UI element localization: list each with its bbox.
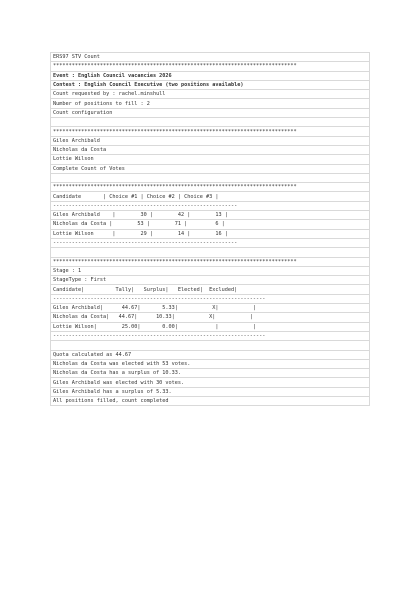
report-line <box>51 248 370 257</box>
report-line-text: Nicholas da Costa was elected with 53 votes. <box>51 359 370 368</box>
report-line-text: Nicholas da Costa| 44.67| 10.33| X| | <box>51 313 370 322</box>
report-line-text: ****************************************************************************** <box>51 127 370 136</box>
report-lines <box>51 53 370 406</box>
report-line-text: ----------------------------------------------------------- <box>51 238 370 247</box>
report-line-text: Giles Archibald was elected with 30 votes. <box>51 378 370 387</box>
report-line-text: Quota calculated as 44.67 <box>51 350 370 359</box>
report-line <box>51 350 370 359</box>
report-line-text <box>51 248 370 257</box>
report-line <box>51 387 370 396</box>
report-line <box>51 53 370 62</box>
report-line <box>51 285 370 294</box>
report-line-text: Candidate| Tally| Surplus| Elected| Excluded| <box>51 285 370 294</box>
report-line <box>51 118 370 127</box>
report-line <box>51 155 370 164</box>
report-line <box>51 127 370 136</box>
report-line <box>51 62 370 71</box>
report-line <box>51 201 370 210</box>
report-line-text <box>51 118 370 127</box>
report-line <box>51 80 370 89</box>
report-line <box>51 266 370 275</box>
report-line-text: Lottie Wilson <box>51 155 370 164</box>
report-line <box>51 211 370 220</box>
report-line <box>51 294 370 303</box>
report-line-text: ****************************************************************************** <box>51 183 370 192</box>
report-line-text: Nicholas da Costa has a surplus of 10.33. <box>51 369 370 378</box>
report-line <box>51 136 370 145</box>
report-line-text: Contest : English Council Executive (two positions available) <box>51 80 370 89</box>
report-line <box>51 71 370 80</box>
report-line <box>51 99 370 108</box>
report-line <box>51 331 370 340</box>
report-line-text: Giles Archibald has a surplus of 5.33. <box>51 387 370 396</box>
report-line-text: Nicholas da Costa <box>51 145 370 154</box>
report-line-text: ----------------------------------------------------------- <box>51 201 370 210</box>
report-line-text: StageType : First <box>51 276 370 285</box>
report-line-text: Lottie Wilson | 29 | 14 | 16 | <box>51 229 370 238</box>
report-line-text <box>51 173 370 182</box>
report-line <box>51 313 370 322</box>
report-line-text: ****************************************************************************** <box>51 62 370 71</box>
report-line <box>51 369 370 378</box>
report-line-text: Event : English Council vacancies 2026 <box>51 71 370 80</box>
report-line <box>51 220 370 229</box>
report-line <box>51 229 370 238</box>
report-line-text: All positions filled, count completed <box>51 396 370 405</box>
report-line <box>51 341 370 350</box>
report-line <box>51 173 370 182</box>
report-line-text: Number of positions to fill : 2 <box>51 99 370 108</box>
report-line-text: ERS97 STV Count <box>51 53 370 62</box>
report-line-text: ****************************************************************************** <box>51 257 370 266</box>
report-line <box>51 238 370 247</box>
report-line <box>51 322 370 331</box>
report-line-text: Giles Archibald| 44.67| 5.33| X| | <box>51 304 370 313</box>
report-line-text: -------------------------------------------------------------------- <box>51 294 370 303</box>
report-line <box>51 90 370 99</box>
report-line <box>51 396 370 405</box>
report-line <box>51 276 370 285</box>
report-line <box>51 164 370 173</box>
report-line <box>51 183 370 192</box>
report-line-text: Nicholas da Costa | 53 | 71 | 6 | <box>51 220 370 229</box>
report-line <box>51 108 370 117</box>
report-line-text <box>51 341 370 350</box>
report-line <box>51 304 370 313</box>
report-line-text: Giles Archibald <box>51 136 370 145</box>
report-line-text: Giles Archibald | 30 | 42 | 13 | <box>51 211 370 220</box>
report-line-text: Lottie Wilson| 25.00| 0.00| | | <box>51 322 370 331</box>
report-line-text: Stage : 1 <box>51 266 370 275</box>
report-line-text: -------------------------------------------------------------------- <box>51 331 370 340</box>
report-line-text: Count requested by : rachel.minshull <box>51 90 370 99</box>
report-line <box>51 257 370 266</box>
report-line <box>51 359 370 368</box>
report-line-text: Count configuration <box>51 108 370 117</box>
report-line <box>51 378 370 387</box>
report-line <box>51 145 370 154</box>
report-line-text: Complete Count of Votes <box>51 164 370 173</box>
report-line <box>51 192 370 201</box>
stv-count-report <box>50 52 370 406</box>
report-line-text: Candidate | Choice #1 | Choice #2 | Choice #3 | <box>51 192 370 201</box>
